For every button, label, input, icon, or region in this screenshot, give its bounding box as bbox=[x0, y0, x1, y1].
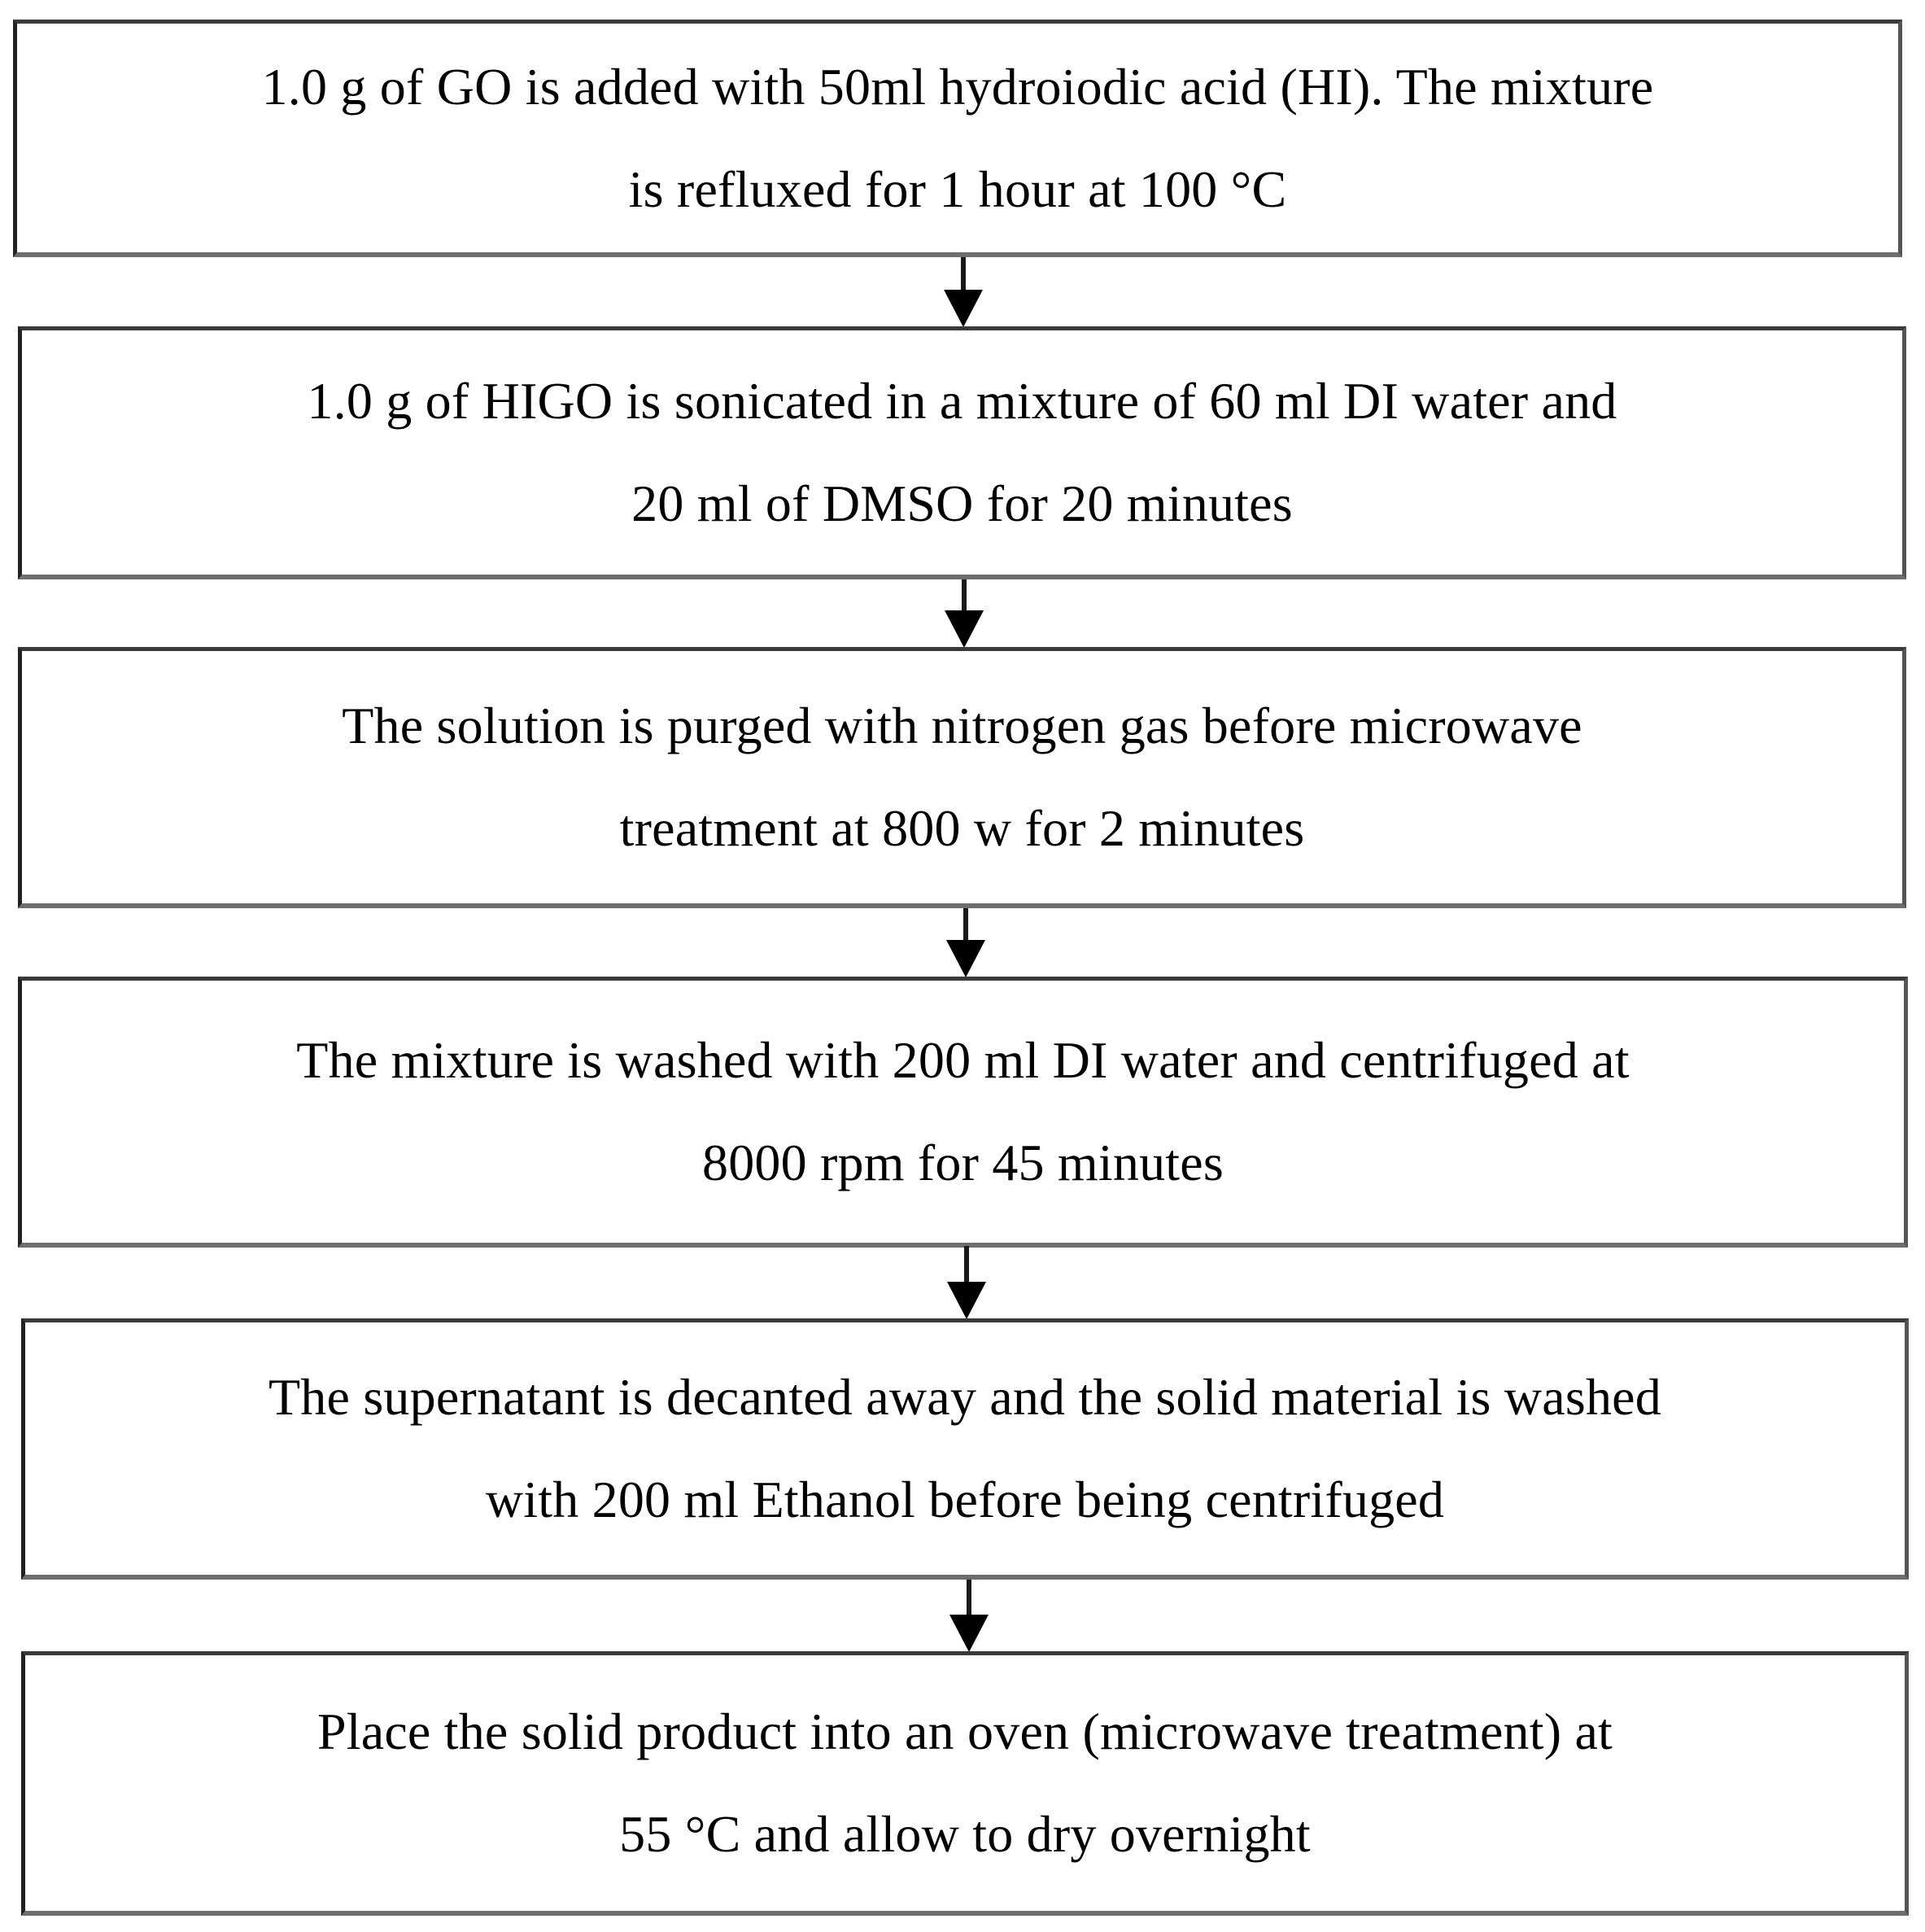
step-4-line-1: The mixture is washed with 200 ml DI water and centrifuged at bbox=[296, 1031, 1630, 1089]
arrow-head bbox=[949, 1615, 989, 1652]
step-3-line-2: treatment at 800 w for 2 minutes bbox=[619, 799, 1305, 857]
arrow-head bbox=[946, 940, 985, 977]
step-box-5 bbox=[21, 1318, 1909, 1580]
arrow-down-icon bbox=[942, 1246, 991, 1319]
arrow-shaft bbox=[967, 1580, 971, 1617]
step-1-line-1: 1.0 g of GO is added with 50ml hydroiodic acid (HI). The mixture bbox=[261, 57, 1654, 116]
step-box-6 bbox=[21, 1651, 1909, 1916]
step-2-line-1: 1.0 g of HIGO is sonicated in a mixture of 60 ml DI water and bbox=[307, 372, 1617, 430]
arrow-head bbox=[944, 290, 983, 327]
arrow-down-icon bbox=[941, 908, 990, 977]
arrow-shaft bbox=[962, 579, 967, 614]
step-6-line-2: 55 °C and allow to dry overnight bbox=[619, 1805, 1311, 1863]
arrow-shaft bbox=[964, 1246, 969, 1283]
step-box-3 bbox=[18, 647, 1906, 908]
step-2-line-2: 20 ml of DMSO for 20 minutes bbox=[631, 474, 1293, 532]
arrow-down-icon bbox=[945, 1580, 993, 1652]
step-5-line-2: with 200 ml Ethanol before being centrifuged bbox=[485, 1471, 1445, 1528]
step-box-4 bbox=[18, 977, 1908, 1248]
step-3-line-1: The solution is purged with nitrogen gas before microwave bbox=[342, 697, 1582, 754]
step-1-line-2: is refluxed for 1 hour at 100 °C bbox=[628, 160, 1287, 218]
step-5-line-1: The supernatant is decanted away and the solid material is washed bbox=[268, 1368, 1661, 1426]
step-box-1 bbox=[13, 20, 1902, 257]
arrow-shaft bbox=[961, 257, 966, 293]
step-6-line-1: Place the solid product into an oven (microwave treatment) at bbox=[316, 1703, 1613, 1760]
arrow-down-icon bbox=[939, 257, 988, 327]
arrow-shaft bbox=[963, 908, 968, 942]
step-4-line-2: 8000 rpm for 45 minutes bbox=[702, 1134, 1224, 1191]
step-box-2 bbox=[18, 326, 1906, 579]
arrow-head bbox=[945, 610, 984, 648]
arrow-down-icon bbox=[940, 579, 989, 648]
arrow-head bbox=[947, 1282, 986, 1319]
